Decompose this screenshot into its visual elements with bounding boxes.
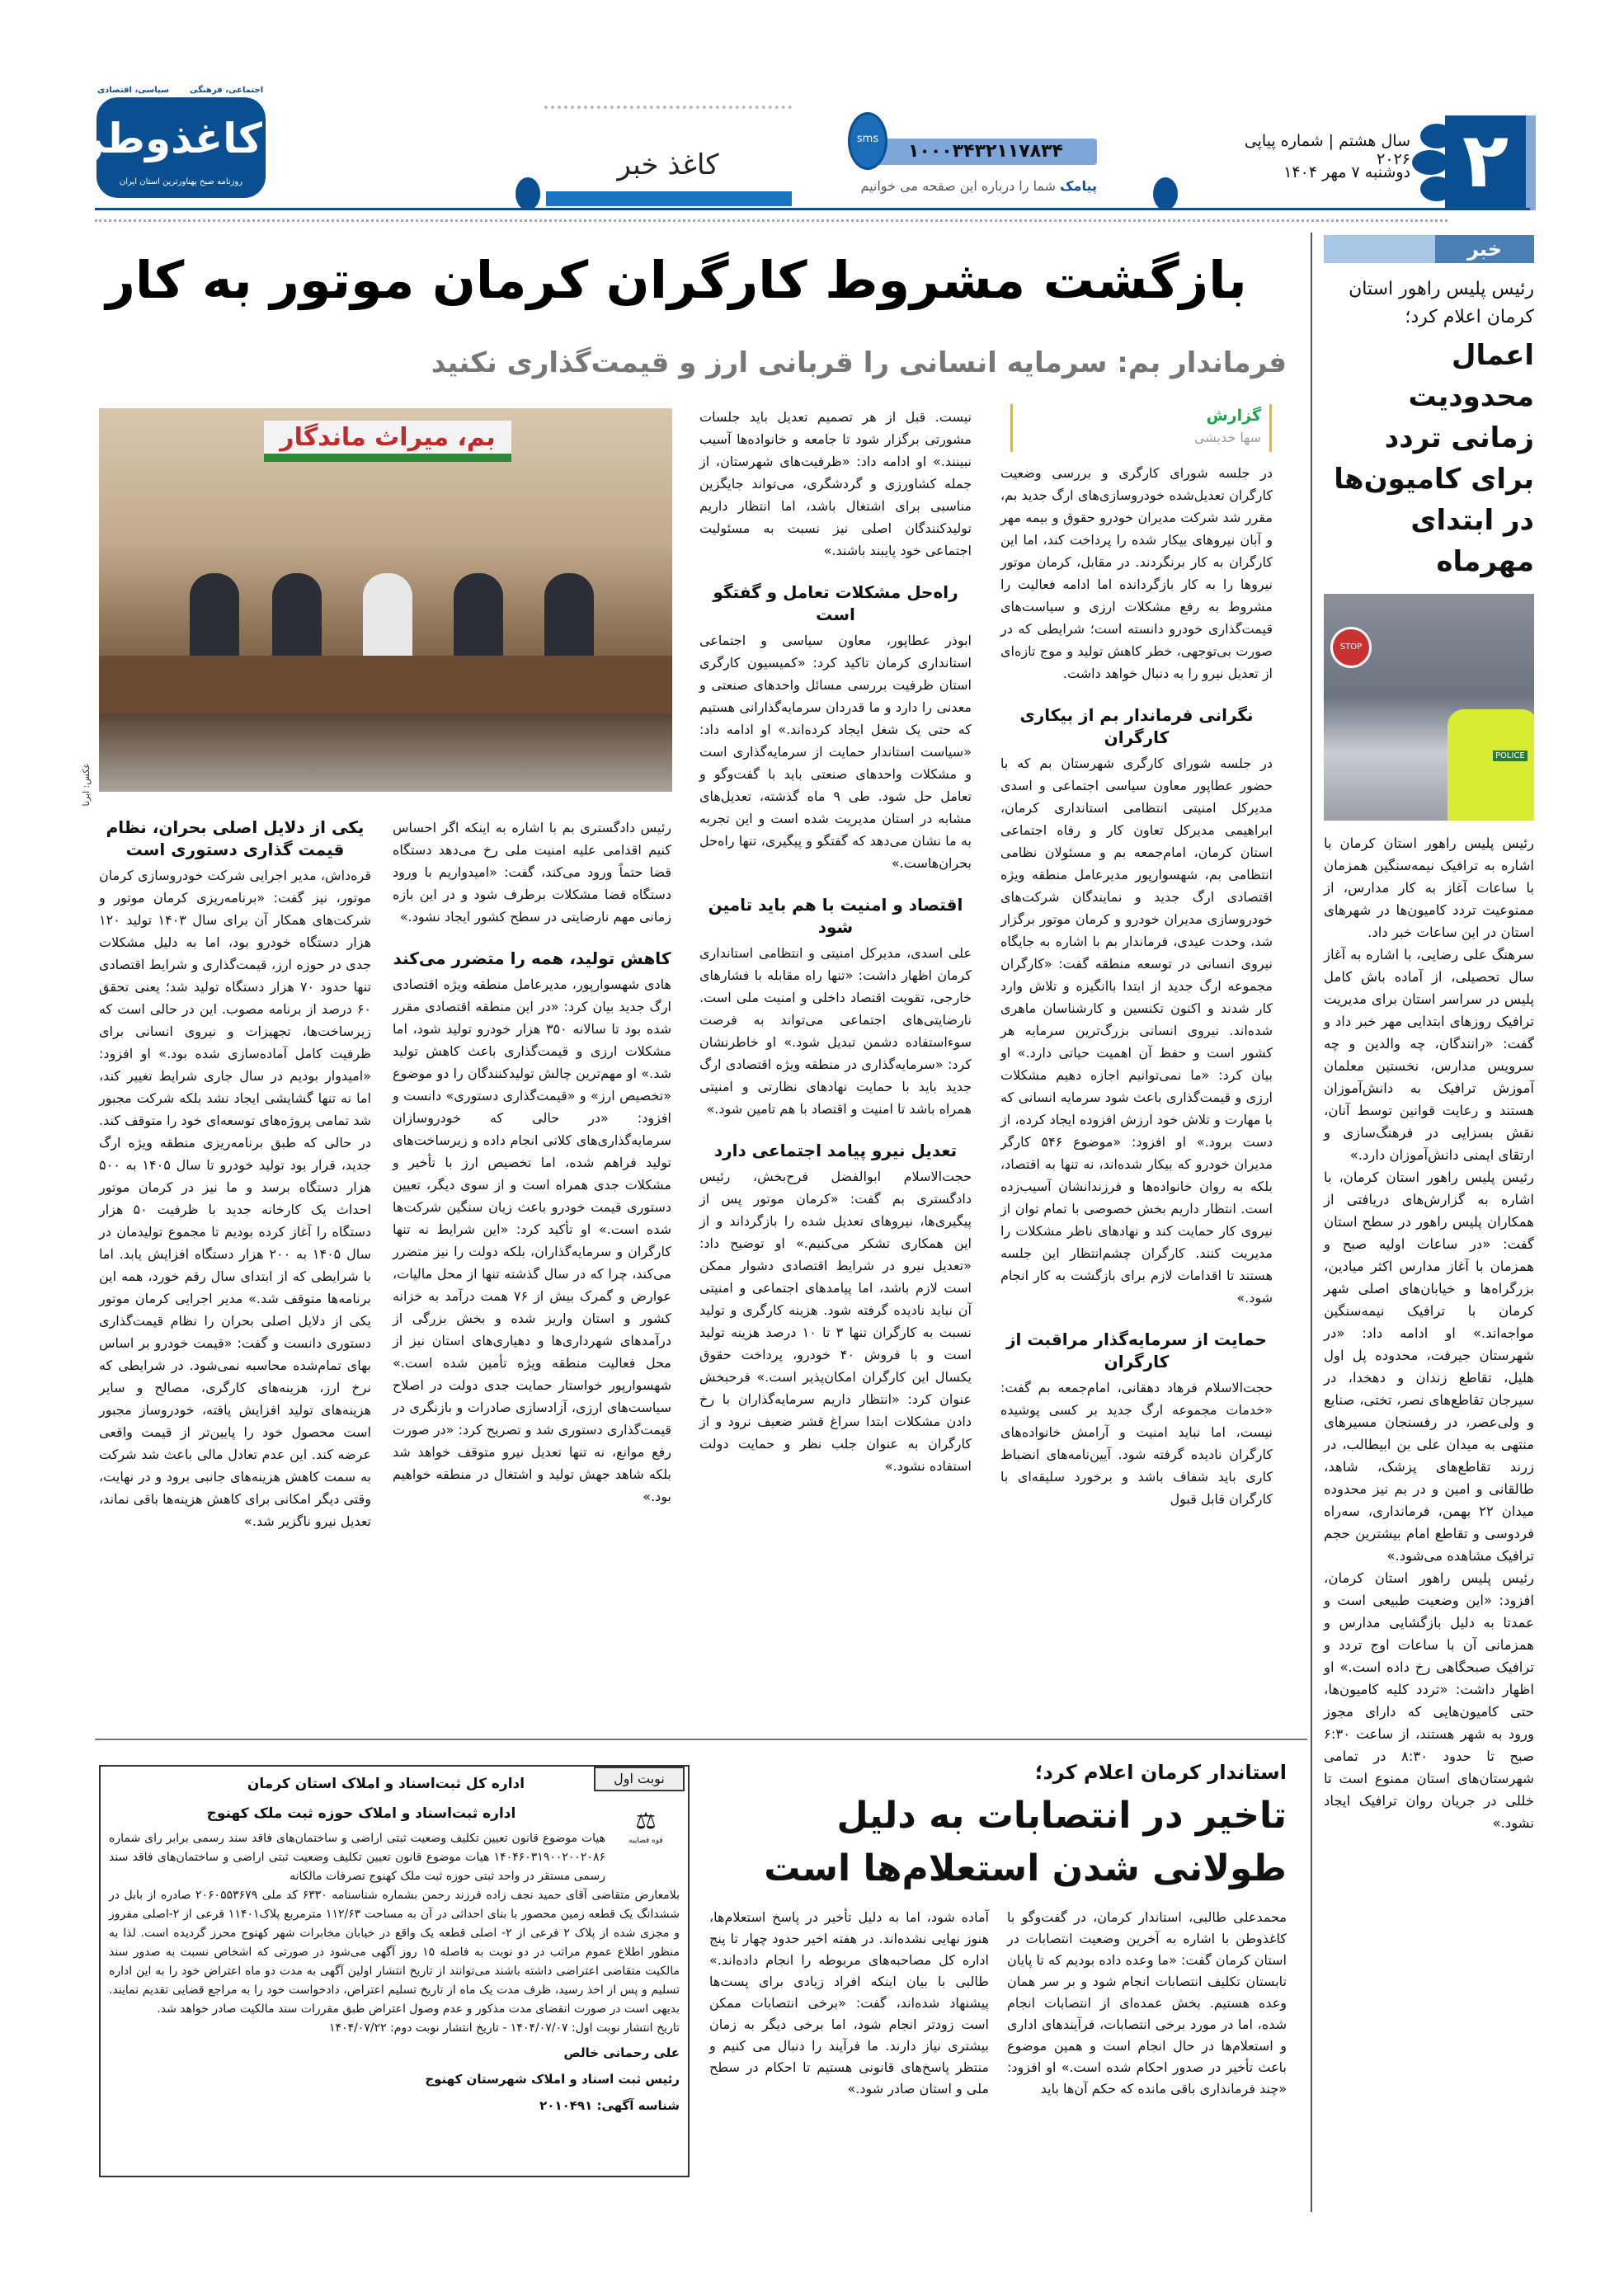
article-subheading: یکی از دلایل اصلی بحران، نظام قیمت گذاری دستوری است [106,817,365,859]
police-vest [1447,709,1534,821]
header-dotted-rule [95,219,1447,222]
article-paragraph: در جلسه شورای کارگری شهرستان بم که با حضور عطاپور معاون سیاسی اجتماعی و اسدی مدیرکل امنیتی انتظامی استانداری کرمان، ابراهیمی مدیرکل تعاون کار و رفاه اجتماعی استان کرمان، امام‌جمعه بم و مسئولان نظامی انتظامی بم، شهسوارپور مدیرعامل منطقه ویژه اقتصادی ارگ جدید و نمایندگان شرکت‌های خودروسازی مدیران خودرو و کرمان موتور برگزار شد، وحدت عیدی، فرماندار بم با اشاره به جایگاه نیروی انسانی در توسعه منطقه گفت: «کارگران مجموعه ارگ جدید از ابتدا باانگیزه و تلاش وارد کار شدند و اکنون تکنسین و کارشناسان ماهری شده‌اند. نیروی انسانی بزرگ‌ترین سرمایه هر کشور است و حفظ آن اهمیت حیاتی دارد.» او بیان کرد: «ما نمی‌توانیم اجازه دهیم مشکلات ارزی و قیمت‌گذاری باعث شود سرمایه انسانی که با مهارت و تلاش خود ارزش افزوده ایجاد کرده، از دست برود.» او افزود: «موضوع ۵۴۶ کارگر مدیران خودرو که بیکار شده‌اند، نه تنها به اقتصاد، بلکه به روان خانواده‌ها و فرزندانشان آسیب‌زده است. انتظار داریم بخش خصوصی با تمام توان از نیروی کار حمایت کند و نهادهای ناظر مشکلات را مدیریت کنند. کارگران چشم‌انتظار این جلسه هستند تا اقدامات لازم برای بازگشت به کار انجام شود.» [1000,755,1273,1306]
judiciary-emblem-icon: ⚖ قوه قضاییه [622,1806,670,1846]
article-paragraph: رئیس دادگستری بم با اشاره به اینکه اگر احساس کنیم اقدامی علیه امنیت ملی رخ می‌دهد دستگاه قضا حتماً ورود می‌کند، گفت: «امیدواریم با ورود دستگاه قضا مشکلات برطرف شود و در این بازه زمانی مهم نارضایتی در سطح کشور ایجاد نشود.» [393,820,671,925]
article-column-2 [699,406,972,1482]
page-number: ۲ [1462,116,1509,205]
article-column-1 [1000,462,1273,1515]
report-label-box [1010,404,1272,452]
ad-badge: نوبت اول [594,1767,685,1791]
legal-notice-ad [99,1765,690,2177]
sidebar-headline[interactable]: اعمال محدودیت زمانی تردد برای کامیون‌ها در ابتدای مهرماه [1334,339,1534,578]
ad-signer: علی رحمانی خالص [563,2045,680,2060]
stop-sign: STOP [1330,627,1372,668]
flower-ornament [515,177,540,210]
issue-date: دوشنبه ۷ مهر ۱۴۰۴ [1283,163,1410,181]
article-subheading: حمایت از سرمایه‌گذار مراقبت از کارگران [1006,1329,1267,1372]
photo-credit: عکس: ایرنا [81,763,92,807]
article-paragraph: حجت‌الاسلام ابوالفضل فرح‌بخش، رئیس دادگستری بم گفت: «کرمان موتور پس از پیگیری‌ها، نیروهای تعدیل شده را بازگرداند و از این همکاری تشکر می‌کنیم.» او توضیح داد: «تعدیل نیرو در شرایط اقتصادی دشوار ممکن است لازم باشد، اما پیامدهای اجتماعی و امنیتی آن نباید نادیده گرفته شود. هزینه کارگری و تولید نسبت به کارگران تنها ۳ تا ۱۰ درصد هزینه تولید است و با فروش ۴۰ خودرو، پرداخت حقوق یکسال این کارگران امکان‌پذیر است.» فرحبخش عنوان کرد: «انتظار داریم سرمایه‌گذاران با رخ دادن مشکلات ابتدا سراغ قشر ضعیف نرود و از کارگران به عنوان جلب نظر و حمایت دولت استفاده نشود.» [699,1169,972,1474]
newspaper-logo[interactable] [68,97,266,198]
sidebar-label: خبر [1435,235,1534,263]
issue-info: سال هشتم | شماره پیاپی ۲۰۲۶ [1244,132,1410,168]
article-paragraph: در جلسه شورای کارگری و بررسی وضعیت کارگران تعدیل‌شده خودروسازی‌های ارگ جدید بم، مقرر شد شرکت مدیران خودرو حقوق و بیمه مهر و آبان نیروهای بیکار شده را پرداخت کند، اما این کارگران به کار برنگردند. در مقابل، کرمان موتور نیروها را به کار بازگردانده اما ادامه فعالیت را مشروط به رفع مشکلات ارزی و سیاست‌های قیمت‌گذاری خودرو دانسته است؛ شرایطی که در صورت بی‌توجهی، خطر کاهش تولید و موج تازه‌ای از تعدیل نیرو را به دنبال خواهد داشت. [1000,465,1273,681]
photo-person [272,573,322,664]
meeting-photo [99,408,672,792]
sidebar-paragraph: سرهنگ علی رضایی، با اشاره به آغاز سال تحصیلی، از آماده باش کامل پلیس در سراسر استان برای مدیریت ترافیک روزهای ابتدایی مهر خبر داد و گفت: «رانندگان، چه والدین و چه سرویس مدارس، نخستین معلمان آموزش ترافیک به دانش‌آموزان هستند و رعایت قوانین توسط آنان، نقش بسزایی در فرهنگ‌سازی و ارتقای ایمنی دانش‌آموزان دارد.» [1324,947,1534,1163]
police-badge: POLICE [1493,751,1528,761]
photo-table [99,656,672,713]
sms-number: ۱۰۰۰۳۴۳۲۱۱۷۸۳۴ [874,139,1097,165]
sidebar-paragraph: رئیس پلیس راهور استان کرمان، با اشاره به گزارش‌های دریافتی از همکاران پلیس راهور در سطح استان گفت: «در ساعات اولیه صبح و همزمان با آغاز مدارس اکثر میادین، بزرگراه‌ها و خیابان‌های اصلی شهر کرمان با ترافیک نیمه‌سنگین مواجه‌اند.» او ادامه داد: «در شهرستان جیرفت، محدوده پل اول هلیل، تقاطع زندان و دهخدا، در سیرجان تقاطع‌های نصر، تختی، صنایع و ولی‌عصر، در رفسنجان مسیرهای منتهی به میدان علی بن ابیطالب، در زرند تقاطع‌های پزشک، شاهد، طالقانی و امین و در بم نیز محدوده میدان ۲۲ بهمن، فرمانداری، سه‌راه فردوسی و تقاطع امام بیشترین حجم ترافیک مشاهده می‌شود.» [1324,1169,1534,1564]
photo-person [190,573,239,664]
article-subheading: کاهش تولید، همه را متضرر می‌کند [393,948,671,968]
header-rule [95,208,1530,210]
article-subheading: نگرانی فرماندار بم از بیکاری کارگران [1019,705,1254,747]
sidebar-paragraph: رئیس پلیس راهور استان کرمان با اشاره به ترافیک نیمه‌سنگین همزمان با ساعات آغاز به کار مدارس، از ممنوعیت تردد کامیون‌ها در شهرهای استان در این ساعات خبر داد. [1324,835,1534,940]
sms-caption [833,178,1097,194]
sidebar-story [1324,275,1534,1834]
article-paragraph: ابوذر عطاپور، معاون سیاسی و اجتماعی استانداری کرمان تاکید کرد: «کمیسیون کارگری استان ظرفیت بررسی مسائل واحدهای صنعتی و معدنی را دارد و ما قدردان سرمایه‌گذارانی هستیم که حتی یک شغل ایجاد کرده‌اند.» او ادامه داد: «سیاست استاندار حمایت از سرمایه‌گذاری است و مشکلات واحدهای صنعتی باید با گفت‌وگو و تعامل حل شود. طی ۹ ماه گذشته، تعدیل‌های مشابه در استان مدیریت شده است و این تجربه به ما نشان می‌دهد که گفتگو و پیگیری، تنها راه‌حل بحران‌هاست.» [699,633,972,871]
ad-body: بلامعارض متقاضی آقای حمید نجف زاده فرزند رحمن بشماره شناسنامه ۶۳۳۰ کد ملی ۲۰۶۰۵۵۳۶۷۹ صادره از بابل در ششدانگ یک قطعه زمین محصور با بنای احداثی در آن به مساحت ۱۱۲/۶۳ مترمربع پلاک۱۱۴۰۱ فرعی از ۲-اصلی مفروز و مجزی شده از پلاک ۲ فرعی از ۲- اصلی قطعه یک واقع در خیابان مخابرات شهر کهنوج محرز گردیده است. لذا به منظور اطلاع عموم مراتب در دو نوبت به فاصله ۱۵ روز آگهی می‌شود در صورتی که اشخاص نسبت به صدور سند مالکیت متقاضی اعتراضی داشته باشند می‌توانند از تاریخ انتشار اولین آگهی به مدت دو ماه اعتراض خود را به این اداره تسلیم و پس از اخذ رسید، ظرف مدت یک ماه از تاریخ تسلیم اعتراض، دادخواست خود را به مراجع قضایی تقدیم نمایند. بدیهی است در صورت انقضای مدت مذکور و عدم وصول اعتراض طبق مقررات سند مالکیت صادر خواهد شد. [109,1889,680,2016]
article-subheading: راه‌حل مشکلات تعامل و گفتگو است [713,582,958,624]
main-headline[interactable]: بازگشت مشروط کارگران کرمان موتور به کار [106,250,1247,310]
ad-body-intro: هیات موضوع قانون تعیین تکلیف وضعیت ثبتی اراضی و ساختمان‌های فاقد سند رسمی برابر رای شماره ۱۴۰۴۶۰۳۱۹۰۰۲۰۰۲۰۸۶ هیات موضوع قانون تعیین تکلیف وضعیت ثبتی اراضی و ساختمان‌های فاقد سند رسمی مستقر در واحد ثبتی حوزه ثبت ملک کهنوج تصرفات مالکانه [109,1832,605,1883]
photo-person [363,573,412,664]
sidebar-body [1324,832,1534,1834]
main-subheadline: فرماندار بم: سرمایه انسانی را قربانی ارز و قیمت‌گذاری نکنید [431,346,1287,379]
bottom-story-column-1: محمدعلی طالبی، استاندار کرمان، در گفت‌وگو با کاغذوطن با اشاره به آخرین وضعیت انتصابات در استان کرمان گفت: «ما وعده داده بودیم که تا پایان تابستان تکلیف انتصابات انجام شود و بر سر همان وعده هستیم. بخش عمده‌ای از انتصابات انجام شده، اما در مورد برخی انتصابات، فرآیندهای اداری و استعلام‌ها در حال انجام است و همین موضوع باعث تأخیر در صدور احکام شده است.» او افزود: «چند فرمانداری باقی مانده که حکم آن‌ها باید [1007,1909,1287,2097]
sidebar-divider [1311,233,1312,2212]
logo-name: کاغذوطن [68,115,262,162]
article-subheading: اقتصاد و امنیت با هم باید تامین شود [708,895,963,937]
section-divider [95,1739,1307,1740]
article-column-4 [99,816,371,1537]
photo-person [454,573,503,664]
section-dotted-rule [544,106,792,109]
bottom-story [709,1758,1287,2100]
ad-dates: تاریخ انتشار نوبت اول: ۱۴۰۴/۰۷/۰۷ - تاریخ انتشار نوبت دوم: ۱۴۰۴/۰۷/۲۲ [329,2021,680,2035]
article-paragraph: نیست. قبل از هر تصمیم تعدیل باید جلسات مشورتی برگزار شود تا جامعه و خانواده‌ها آسیب نبینند.» او ادامه داد: «ظرفیت‌های شهرستان، از جمله کشاورزی و گردشگری، می‌تواند جایگزین مناسبی برای اشتغال باشد، اما انتظار داریم تولیدکنندگان اصلی نیز نسبت به مسئولیت اجتماعی خود پایبند باشند.» [699,409,972,558]
ad-signer-title: رئیس ثبت اسناد و املاک شهرستان کهنوج [425,2072,680,2087]
traffic-police-photo [1324,594,1534,821]
section-title: کاغذ خبر [617,148,719,181]
ad-title-1: اداره کل ثبت‌اسناد و املاک استان کرمان [247,1776,525,1792]
flower-ornament [1153,177,1178,210]
flower-ornament [1412,150,1448,175]
photo-wall-banner: بم، میراث ماندگار [264,421,511,462]
report-label: گزارش [1206,407,1261,425]
emblem-label: قوه قضاییه [628,1837,663,1845]
article-paragraph: حجت‌الاسلام فرهاد دهقانی، امام‌جمعه بم گفت: «خدمات مجموعه ارگ جدید بر کسی پوشیده نیست، اما نباید امنیت و آرامش خانواده‌های کارگران نادیده گرفته شود. آیین‌نامه‌های انضباط کاری باید شفاف باشد و برخورد سلیقه‌ای با کارگران قابل قبول [1000,1380,1273,1507]
author-name: سها خدیشی [1193,430,1261,445]
sidebar-kicker: رئیس پلیس راهور استان کرمان اعلام کرد؛ [1349,279,1534,327]
bottom-story-headline[interactable]: تاخیر در انتصابات به دلیل طولانی شدن استعلام‌ها است [764,1795,1287,1889]
ad-id: شناسه آگهی: ۲۰۱۰۴۹۱ [539,2098,680,2113]
bottom-story-column-2: آماده شود، اما به دلیل تأخیر در پاسخ استعلام‌ها، هنوز نهایی نشده‌اند. در هفته اخیر حدود چهار تا پنج اداره کل مصاحبه‌های مربوطه را انجام داده‌اند.» طالبی با بیان اینکه افراد زیادی برای پست‌ها پیشنهاد شده‌اند، گفت: «برخی انتصابات ممکن است زودتر انجام شود، اما برخی دیگر به زمان بیشتری نیاز دارند. ما فرآیند را دنبال می کنیم و منتظر پاسخ‌های قانونی هستیم تا احکام در سطح ملی و استان صادر شود.» [709,1909,989,2097]
ad-title-2: اداره ثبت‌اسناد و املاک حوزه ثبت ملک کهنوج [206,1805,516,1822]
article-paragraph: علی اسدی، مدیرکل امنیتی و انتظامی استانداری کرمان اظهار داشت: «تنها راه مقابله با فشارهای خارجی، تقویت اقتصاد داخلی و امنیت ملی است. نارضایتی‌های اجتماعی می‌تواند به فرصت سوءاستفاده دشمن تبدیل شود.» او خاطرنشان کرد: «سرمایه‌گذاری در منطقه ویژه اقتصادی ارگ جدید باید با حمایت نهادهای نظارتی و امنیتی همراه باشد تا امنیت و اقتصاد با هم تامین شود.» [699,945,972,1117]
article-paragraph: قره‌داش، مدیر اجرایی شرکت خودروسازی کرمان موتور، نیز گفت: «برنامه‌ریزی کرمان موتور و شرکت‌های همکار آن برای سال ۱۴۰۳ تولید ۱۲۰ هزار دستگاه خودرو بود، اما به دلیل مشکلات جدی در حوزه ارز، قیمت‌گذاری و شرایط اقتصادی تنها حدود ۷۰ هزار دستگاه تولید شد؛ یعنی تحقق ۶۰ درصد از برنامه مصوب. این در حالی است که زیرساخت‌ها، تجهیزات و نیروی انسانی برای ظرفیت کامل آماده‌سازی شده بود.» او افزود: «امیدوار بودیم در سال جاری شرایط تغییر کند، اما نه تنها گشایشی ایجاد نشد بلکه شرکت مجبور شد تمامی پروژه‌های توسعه‌ای خود را متوقف کند. در حالی که طبق برنامه‌ریزی منطقه ویژه ارگ جدید، قرار بود تولید خودرو تا سال ۱۴۰۵ به ۵۰۰ هزار دستگاه برسد و ما نیز در کرمان موتور احداث یک کارخانه جدید با ظرفیت ۵۰ هزار دستگاه را آغاز کرده بودیم تا مجموع تولیدمان در سال ۱۴۰۵ به ۲۰۰ هزار دستگاه افزایش یابد. اما با شرایطی که از ابتدای سال رقم خورد، همه این برنامه‌ها متوقف شد.» مدیر اجرایی کرمان موتور یکی از دلایل اصلی بحران را نظام قیمت‌گذاری دستوری دانست و گفت: «قیمت خودرو بر اساس بهای تمام‌شده محاسبه نمی‌شود. در شرایطی که نرخ ارز، هزینه‌های کارگری، مصالح و سایر هزینه‌های تولید افزایش یافته، خودروساز مجبور است محصول خود را پایین‌تر از قیمت واقعی عرضه کند. این عدم تعادل مالی باعث شد شرکت به سمت کاهش هزینه‌های جانبی برود و در نهایت، وقتی دیگر امکانی برای کاهش هزینه‌ها باقی نماند، تعدیل نیرو ناگزیر شد.» [99,868,372,1529]
article-subheading: تعدیل نیرو پیامد اجتماعی دارد [713,1141,958,1160]
logo-tag-left: سیاسی، اقتصادی [97,86,169,95]
sms-bubble-icon: sms [848,112,887,170]
sms-caption-bold: پیامک [1060,178,1097,194]
bottom-story-columns [709,1907,1287,2100]
sidebar-paragraph: رئیس پلیس راهور استان کرمان، افزود: «این وضعیت طبیعی است و عمدتا به دلیل بازگشایی مدارس و همزمانی آن با ساعات اوج تردد و ترافیک صبحگاهی رخ داده است.» او اظهار داشت: «تردد کلیه کامیون‌ها، حتی کامیون‌هایی که دارای مجوز ورود به شهر هستند، از ساعت ۶:۳۰ صبح تا حدود ۸:۳۰ در تمامی شهرستان‌های استان ممنوع است تا خللی در جریان روان ترافیک ایجاد نشود.» [1324,1570,1534,1831]
logo-tag-right: اجتماعی، فرهنگی [190,86,264,95]
section-bar [546,191,792,206]
article-paragraph: هادی شهسوارپور، مدیرعامل منطقه ویژه اقتصادی ارگ جدید بیان کرد: «در این منطقه اقتصادی مقرر شده بود تا سالانه ۳۵۰ هزار خودرو تولید شود، اما مشکلات ارزی و قیمت‌گذاری باعث کاهش تولید شد.» او مهم‌ترین چالش تولیدکنندگان را دو موضوع «تخصیص ارز» و «قیمت‌گذاری دستوری» دانست و افزود: «در حالی که خودروسازان سرمایه‌گذاری‌های کلانی انجام داده و زیرساخت‌های تولید فراهم شده، اما تخصیص ارز با تأخیر و مشکلات جدی همراه است و از سوی دیگر، تعیین دستوری قیمت خودرو باعث زیان سنگین شرکت‌ها شده است.» او تأکید کرد: «این شرایط نه تنها کارگران و سرمایه‌گذاران، بلکه دولت را نیز متضرر می‌کند، چرا که در سال گذشته تنها از محل مالیات، عوارض و گمرک بیش از ۷۶ همت درآمد به خزانه کشور و استان واریز شده و بخش بزرگی از درآمدهای شهرداری‌ها و دهیاری‌های استان نیز از محل فعالیت منطقه ویژه تأمین شده است.» شهسوارپور خواستار حمایت جدی دولت در اصلاح سیاست‌های ارزی، آزادسازی صادرات و بازنگری در قیمت‌گذاری دستوری شد و تصریح کرد: «در صورت رفع موانع، نه تنها تعدیل نیرو متوقف خواهد شد بلکه شاهد جهش تولید و اشتغال در منطقه خواهیم بود.» [393,976,672,1504]
sms-caption-text: شما را درباره این صفحه می خوانیم [860,178,1057,194]
page-number-strip [1526,115,1536,210]
bottom-story-kicker: استاندار کرمان اعلام کرد؛ [1034,1761,1287,1784]
article-column-3 [393,816,671,1513]
photo-person [544,573,594,664]
logo-tagline: روزنامه صبح پهناورترین استان ایران [119,177,243,186]
